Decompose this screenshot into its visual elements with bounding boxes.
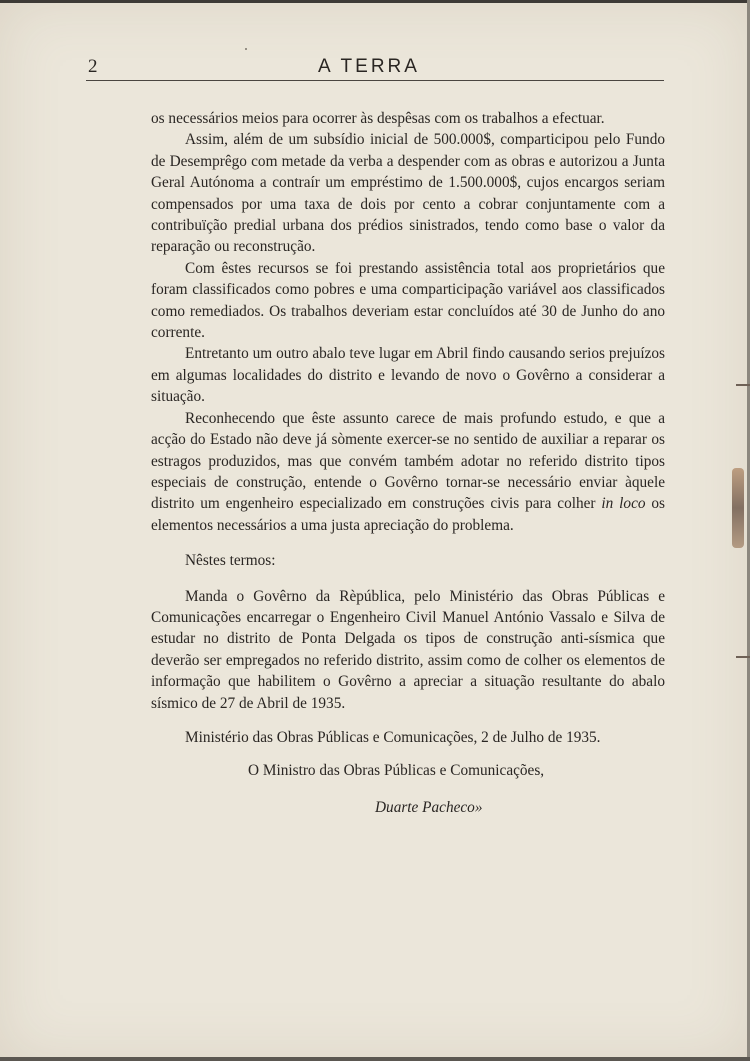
paragraph-2: Assim, além de um subsídio inicial de 500.000$, comparticipou pelo Fundo de Desemprêgo com metade da verba a despender com as obras e autorizou a Junta Geral Autónoma a contraír um empréstimo de 1.500.000$, cujos encargos seriam compensados por uma taxa de dois por cento a cobrar conjuntamente com a contribuïção predial urbana dos prédios sinistrados, tendo como base o valor da reparação ou reconstrução. <box>151 131 665 256</box>
in-loco-italic: in loco <box>601 495 646 513</box>
running-title: A TERRA <box>318 56 420 77</box>
paragraph-6: Nêstes termos: <box>185 552 276 570</box>
paragraph-5 <box>151 408 665 536</box>
paragraph-3: Com êstes recursos se foi prestando assistência total aos proprietários que foram classificados como pobres e uma comparticipação variável aos classificados como remediados. Os trabalhos deveriam estar concluídos até 30 de Junho do ano corrente. <box>151 259 665 342</box>
scan-edge-bottom <box>0 1057 750 1061</box>
paragraph-8: Ministério das Obras Públicas e Comunicações, 2 de Julho de 1935. <box>185 728 601 746</box>
margin-stain <box>732 468 744 548</box>
paragraph-5-tail: os elementos necessários a uma justa apreciação do problema. <box>151 495 665 534</box>
paragraph-1: os necessários meios para ocorrer às despêsas com os trabalhos a efectuar. <box>151 110 605 127</box>
page-header <box>86 52 664 82</box>
scan-edge-top <box>0 0 750 3</box>
margin-mark <box>736 656 750 658</box>
margin-mark <box>736 384 750 386</box>
signature: Duarte Pacheco» <box>375 798 483 816</box>
signoff-line: O Ministro das Obras Públicas e Comunicações, <box>248 762 545 780</box>
page-number: 2 <box>88 56 99 77</box>
header-rule <box>86 80 664 81</box>
paragraph-7: Manda o Govêrno da Rèpública, pelo Ministério das Obras Públicas e Comunicações encarregar o Engenheiro Civil Manuel António Vassalo e Silva de estudar no distrito de Ponta Delgada os tipos de construção anti-sísmica que deverão ser empregados no referido distrito, assim como de colher os elementos de informação que habilitem o Govêrno a apreciar a situação resultante do abalo sísmico de 27 de Abril de 1935. <box>151 587 665 712</box>
speck <box>245 48 247 50</box>
document-body <box>151 108 665 818</box>
paragraph-4: Entretanto um outro abalo teve lugar em Abril findo causando serios prejuízos em algumas localidades do distrito e levando de novo o Govêrno a considerar a situação. <box>151 345 665 406</box>
paragraph-5-text: Reconhecendo que êste assunto carece de mais profundo estudo, e que a acção do Estado não deve já sòmente exercer-se no sentido de auxiliar a reparar os estragos produzidos, mas que convém também adotar no referido distrito tipos especiais de construção, entende o Govêrno tornar-se necessário enviar àquele distrito um engenheiro especializado em construções civis para colher <box>151 409 665 513</box>
